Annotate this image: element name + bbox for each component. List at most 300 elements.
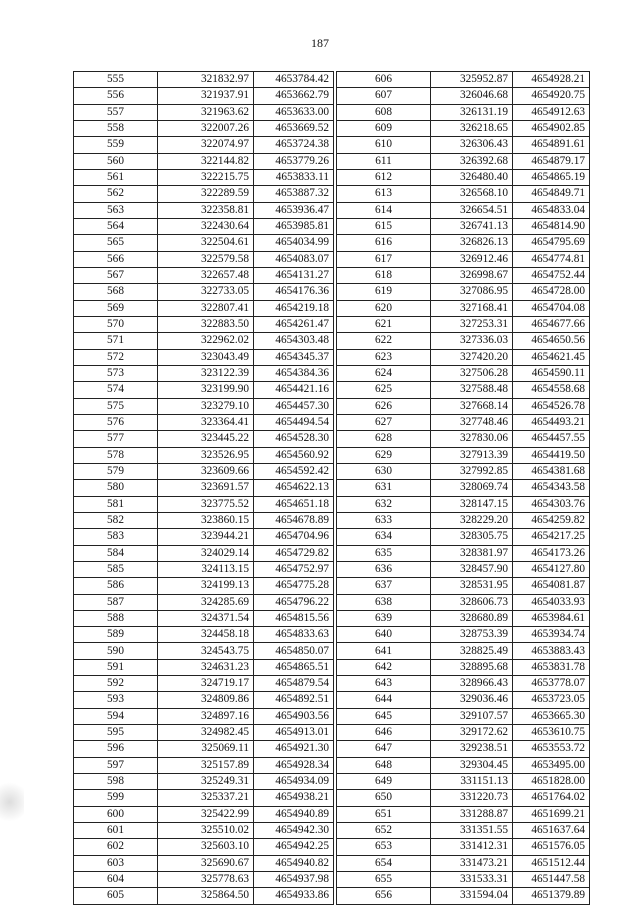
point-number-cell: 591	[74, 659, 158, 675]
x-coordinate-cell: 324719.17	[158, 676, 254, 692]
table-row	[337, 480, 590, 496]
y-coordinate-cell: 4654849.71	[513, 186, 590, 202]
x-coordinate-cell: 324029.14	[158, 545, 254, 561]
x-coordinate-cell: 328825.49	[431, 643, 513, 659]
y-coordinate-cell: 4654622.13	[254, 480, 334, 496]
x-coordinate-cell: 326654.51	[431, 202, 513, 218]
x-coordinate-cell: 324113.15	[158, 561, 254, 577]
y-coordinate-cell: 4654865.19	[513, 169, 590, 185]
point-number-cell: 575	[74, 398, 158, 414]
table-row	[74, 251, 334, 267]
point-number-cell: 594	[74, 708, 158, 724]
point-number-cell: 581	[74, 496, 158, 512]
point-number-cell: 596	[74, 741, 158, 757]
x-coordinate-cell: 325864.50	[158, 888, 254, 904]
table-row	[337, 790, 590, 806]
point-number-cell: 621	[337, 316, 431, 332]
y-coordinate-cell: 4654033.93	[513, 594, 590, 610]
x-coordinate-cell: 325157.89	[158, 757, 254, 773]
table-row	[337, 757, 590, 773]
x-coordinate-cell: 327420.20	[431, 349, 513, 365]
table-row	[74, 153, 334, 169]
point-number-cell: 566	[74, 251, 158, 267]
point-number-cell: 640	[337, 627, 431, 643]
x-coordinate-cell: 329238.51	[431, 741, 513, 757]
point-number-cell: 580	[74, 480, 158, 496]
y-coordinate-cell: 4654621.45	[513, 349, 590, 365]
x-coordinate-cell: 328606.73	[431, 594, 513, 610]
point-number-cell: 593	[74, 692, 158, 708]
table-row	[74, 806, 334, 822]
table-row	[337, 267, 590, 283]
point-number-cell: 570	[74, 316, 158, 332]
table-row	[337, 284, 590, 300]
y-coordinate-cell: 4654933.86	[254, 888, 334, 904]
point-number-cell: 582	[74, 512, 158, 528]
table-row	[74, 202, 334, 218]
y-coordinate-cell: 4651828.00	[513, 774, 590, 790]
x-coordinate-cell: 323043.49	[158, 349, 254, 365]
table-row	[337, 414, 590, 430]
table-row	[337, 88, 590, 104]
x-coordinate-cell: 328531.95	[431, 578, 513, 594]
point-number-cell: 587	[74, 594, 158, 610]
y-coordinate-cell: 4651637.64	[513, 823, 590, 839]
y-coordinate-cell: 4654651.18	[254, 496, 334, 512]
point-number-cell: 623	[337, 349, 431, 365]
table-row	[74, 169, 334, 185]
y-coordinate-cell: 4653984.61	[513, 610, 590, 626]
table-row	[74, 757, 334, 773]
y-coordinate-cell: 4654704.96	[254, 529, 334, 545]
point-number-cell: 565	[74, 235, 158, 251]
y-coordinate-cell: 4654865.51	[254, 659, 334, 675]
table-row	[337, 218, 590, 234]
point-number-cell: 634	[337, 529, 431, 545]
table-row	[74, 463, 334, 479]
y-coordinate-cell: 4654833.04	[513, 202, 590, 218]
y-coordinate-cell: 4654704.08	[513, 300, 590, 316]
point-number-cell: 654	[337, 855, 431, 871]
x-coordinate-cell: 323860.15	[158, 512, 254, 528]
table-row	[74, 512, 334, 528]
x-coordinate-cell: 325952.87	[431, 72, 513, 88]
table-row	[74, 659, 334, 675]
x-coordinate-cell: 326998.67	[431, 267, 513, 283]
x-coordinate-cell: 322289.59	[158, 186, 254, 202]
y-coordinate-cell: 4654219.18	[254, 300, 334, 316]
point-number-cell: 563	[74, 202, 158, 218]
table-row	[337, 855, 590, 871]
y-coordinate-cell: 4654796.22	[254, 594, 334, 610]
y-coordinate-cell: 4654795.69	[513, 235, 590, 251]
y-coordinate-cell: 4651699.21	[513, 806, 590, 822]
table-row	[74, 823, 334, 839]
table-row	[74, 120, 334, 136]
table-row	[74, 284, 334, 300]
table-row	[74, 349, 334, 365]
y-coordinate-cell: 4653723.05	[513, 692, 590, 708]
table-row	[337, 431, 590, 447]
point-number-cell: 599	[74, 790, 158, 806]
table-row	[74, 104, 334, 120]
x-coordinate-cell: 322430.64	[158, 218, 254, 234]
point-number-cell: 595	[74, 725, 158, 741]
table-row	[337, 643, 590, 659]
point-number-cell: 647	[337, 741, 431, 757]
x-coordinate-cell: 331351.55	[431, 823, 513, 839]
table-row	[337, 382, 590, 398]
point-number-cell: 622	[337, 333, 431, 349]
table-row	[74, 72, 334, 88]
table-row	[337, 594, 590, 610]
point-number-cell: 638	[337, 594, 431, 610]
y-coordinate-cell: 4653495.00	[513, 757, 590, 773]
y-coordinate-cell: 4654815.56	[254, 610, 334, 626]
table-row	[337, 512, 590, 528]
x-coordinate-cell: 325249.31	[158, 774, 254, 790]
x-coordinate-cell: 324458.18	[158, 627, 254, 643]
table-row	[74, 447, 334, 463]
y-coordinate-cell: 4654259.82	[513, 512, 590, 528]
point-number-cell: 588	[74, 610, 158, 626]
x-coordinate-cell: 326392.68	[431, 153, 513, 169]
x-coordinate-cell: 325337.21	[158, 790, 254, 806]
point-number-cell: 578	[74, 447, 158, 463]
table-row	[337, 872, 590, 888]
x-coordinate-cell: 322883.50	[158, 316, 254, 332]
table-row	[74, 561, 334, 577]
y-coordinate-cell: 4654850.07	[254, 643, 334, 659]
point-number-cell: 602	[74, 839, 158, 855]
x-coordinate-cell: 322504.61	[158, 235, 254, 251]
x-coordinate-cell: 322007.26	[158, 120, 254, 136]
x-coordinate-cell: 331288.87	[431, 806, 513, 822]
x-coordinate-cell: 327168.41	[431, 300, 513, 316]
point-number-cell: 573	[74, 365, 158, 381]
point-number-cell: 562	[74, 186, 158, 202]
y-coordinate-cell: 4651764.02	[513, 790, 590, 806]
x-coordinate-cell: 323279.10	[158, 398, 254, 414]
point-number-cell: 652	[337, 823, 431, 839]
table-row	[74, 267, 334, 283]
y-coordinate-cell: 4654934.09	[254, 774, 334, 790]
table-row	[337, 725, 590, 741]
y-coordinate-cell: 4653784.42	[254, 72, 334, 88]
y-coordinate-cell: 4654677.66	[513, 316, 590, 332]
table-row	[74, 218, 334, 234]
x-coordinate-cell: 325422.99	[158, 806, 254, 822]
point-number-cell: 568	[74, 284, 158, 300]
point-number-cell: 590	[74, 643, 158, 659]
y-coordinate-cell: 4654903.56	[254, 708, 334, 724]
table-row	[337, 561, 590, 577]
y-coordinate-cell: 4653778.07	[513, 676, 590, 692]
x-coordinate-cell: 328457.90	[431, 561, 513, 577]
scan-artifact	[0, 778, 24, 826]
y-coordinate-cell: 4654528.30	[254, 431, 334, 447]
table-row	[337, 692, 590, 708]
point-number-cell: 597	[74, 757, 158, 773]
y-coordinate-cell: 4653633.00	[254, 104, 334, 120]
y-coordinate-cell: 4654592.42	[254, 463, 334, 479]
y-coordinate-cell: 4654421.16	[254, 382, 334, 398]
y-coordinate-cell: 4653665.30	[513, 708, 590, 724]
y-coordinate-cell: 4654494.54	[254, 414, 334, 430]
x-coordinate-cell: 324897.16	[158, 708, 254, 724]
y-coordinate-cell: 4654384.36	[254, 365, 334, 381]
table-row	[337, 398, 590, 414]
y-coordinate-cell: 4654217.25	[513, 529, 590, 545]
y-coordinate-cell: 4654937.98	[254, 872, 334, 888]
y-coordinate-cell: 4654419.50	[513, 447, 590, 463]
point-number-cell: 626	[337, 398, 431, 414]
page-number: 187	[311, 36, 329, 50]
y-coordinate-cell: 4654590.11	[513, 365, 590, 381]
x-coordinate-cell: 324371.54	[158, 610, 254, 626]
x-coordinate-cell: 325603.10	[158, 839, 254, 855]
table-row	[337, 823, 590, 839]
point-number-cell: 574	[74, 382, 158, 398]
x-coordinate-cell: 323199.90	[158, 382, 254, 398]
x-coordinate-cell: 327992.85	[431, 463, 513, 479]
table-row	[74, 725, 334, 741]
y-coordinate-cell: 4654345.37	[254, 349, 334, 365]
y-coordinate-cell: 4654752.97	[254, 561, 334, 577]
x-coordinate-cell: 328680.89	[431, 610, 513, 626]
point-number-cell: 619	[337, 284, 431, 300]
point-number-cell: 604	[74, 872, 158, 888]
point-number-cell: 633	[337, 512, 431, 528]
x-coordinate-cell: 321963.62	[158, 104, 254, 120]
table-row	[74, 774, 334, 790]
table-row	[337, 627, 590, 643]
point-number-cell: 601	[74, 823, 158, 839]
table-row	[337, 578, 590, 594]
y-coordinate-cell: 4654558.68	[513, 382, 590, 398]
table-row	[74, 741, 334, 757]
y-coordinate-cell: 4653883.43	[513, 643, 590, 659]
point-number-cell: 618	[337, 267, 431, 283]
x-coordinate-cell: 326826.13	[431, 235, 513, 251]
table-row	[337, 545, 590, 561]
table-row	[337, 463, 590, 479]
point-number-cell: 655	[337, 872, 431, 888]
x-coordinate-cell: 331473.21	[431, 855, 513, 871]
table-row	[74, 382, 334, 398]
point-number-cell: 558	[74, 120, 158, 136]
y-coordinate-cell: 4654912.63	[513, 104, 590, 120]
y-coordinate-cell: 4654173.26	[513, 545, 590, 561]
point-number-cell: 617	[337, 251, 431, 267]
y-coordinate-cell: 4654928.34	[254, 757, 334, 773]
point-number-cell: 641	[337, 643, 431, 659]
point-number-cell: 603	[74, 855, 158, 871]
x-coordinate-cell: 325778.63	[158, 872, 254, 888]
y-coordinate-cell: 4653779.26	[254, 153, 334, 169]
table-row	[337, 496, 590, 512]
y-coordinate-cell: 4651379.89	[513, 888, 590, 904]
table-row	[74, 529, 334, 545]
point-number-cell: 624	[337, 365, 431, 381]
x-coordinate-cell: 328381.97	[431, 545, 513, 561]
x-coordinate-cell: 326568.10	[431, 186, 513, 202]
point-number-cell: 651	[337, 806, 431, 822]
table-row	[74, 186, 334, 202]
y-coordinate-cell: 4654303.76	[513, 496, 590, 512]
table-row	[74, 627, 334, 643]
x-coordinate-cell: 329036.46	[431, 692, 513, 708]
y-coordinate-cell: 4654752.44	[513, 267, 590, 283]
point-number-cell: 615	[337, 218, 431, 234]
point-number-cell: 584	[74, 545, 158, 561]
y-coordinate-cell: 4654938.21	[254, 790, 334, 806]
point-number-cell: 642	[337, 659, 431, 675]
y-coordinate-cell: 4654879.17	[513, 153, 590, 169]
x-coordinate-cell: 322807.41	[158, 300, 254, 316]
table-row	[74, 431, 334, 447]
y-coordinate-cell: 4653724.38	[254, 137, 334, 153]
point-number-cell: 620	[337, 300, 431, 316]
x-coordinate-cell: 329172.62	[431, 725, 513, 741]
y-coordinate-cell: 4654940.82	[254, 855, 334, 871]
point-number-cell: 632	[337, 496, 431, 512]
table-row	[74, 300, 334, 316]
table-row	[74, 398, 334, 414]
point-number-cell: 560	[74, 153, 158, 169]
point-number-cell: 611	[337, 153, 431, 169]
point-number-cell: 639	[337, 610, 431, 626]
x-coordinate-cell: 325690.67	[158, 855, 254, 871]
table-row	[74, 365, 334, 381]
x-coordinate-cell: 327086.95	[431, 284, 513, 300]
point-number-cell: 610	[337, 137, 431, 153]
x-coordinate-cell: 328229.20	[431, 512, 513, 528]
y-coordinate-cell: 4653887.32	[254, 186, 334, 202]
y-coordinate-cell: 4654131.27	[254, 267, 334, 283]
y-coordinate-cell: 4654942.30	[254, 823, 334, 839]
x-coordinate-cell: 326218.65	[431, 120, 513, 136]
table-row	[74, 545, 334, 561]
table-row	[337, 839, 590, 855]
x-coordinate-cell: 326912.46	[431, 251, 513, 267]
table-row	[337, 202, 590, 218]
y-coordinate-cell: 4654560.92	[254, 447, 334, 463]
table-row	[337, 235, 590, 251]
point-number-cell: 600	[74, 806, 158, 822]
table-row	[74, 692, 334, 708]
table-row	[337, 251, 590, 267]
table-row	[74, 88, 334, 104]
y-coordinate-cell: 4654127.80	[513, 561, 590, 577]
x-coordinate-cell: 327668.14	[431, 398, 513, 414]
x-coordinate-cell: 321937.91	[158, 88, 254, 104]
table-row	[337, 104, 590, 120]
point-number-cell: 629	[337, 447, 431, 463]
table-row	[337, 349, 590, 365]
table-row	[337, 316, 590, 332]
point-number-cell: 605	[74, 888, 158, 904]
y-coordinate-cell: 4653833.11	[254, 169, 334, 185]
y-coordinate-cell: 4654176.36	[254, 284, 334, 300]
point-number-cell: 612	[337, 169, 431, 185]
x-coordinate-cell: 323944.21	[158, 529, 254, 545]
x-coordinate-cell: 325069.11	[158, 741, 254, 757]
table-row	[337, 447, 590, 463]
table-row	[74, 643, 334, 659]
table-row	[337, 708, 590, 724]
point-number-cell: 636	[337, 561, 431, 577]
table-row	[337, 365, 590, 381]
x-coordinate-cell: 323364.41	[158, 414, 254, 430]
table-row	[74, 496, 334, 512]
y-coordinate-cell: 4654081.87	[513, 578, 590, 594]
y-coordinate-cell: 4654261.47	[254, 316, 334, 332]
table-row	[337, 72, 590, 88]
x-coordinate-cell: 326480.40	[431, 169, 513, 185]
point-number-cell: 598	[74, 774, 158, 790]
x-coordinate-cell: 327830.06	[431, 431, 513, 447]
point-number-cell: 637	[337, 578, 431, 594]
y-coordinate-cell: 4653936.47	[254, 202, 334, 218]
coordinate-table-left	[73, 71, 334, 905]
x-coordinate-cell: 331533.31	[431, 872, 513, 888]
point-number-cell: 644	[337, 692, 431, 708]
x-coordinate-cell: 327336.03	[431, 333, 513, 349]
x-coordinate-cell: 329304.45	[431, 757, 513, 773]
x-coordinate-cell: 323122.39	[158, 365, 254, 381]
point-number-cell: 589	[74, 627, 158, 643]
x-coordinate-cell: 324199.13	[158, 578, 254, 594]
y-coordinate-cell: 4654775.28	[254, 578, 334, 594]
table-row	[74, 676, 334, 692]
point-number-cell: 607	[337, 88, 431, 104]
point-number-cell: 635	[337, 545, 431, 561]
point-number-cell: 653	[337, 839, 431, 855]
x-coordinate-cell: 322215.75	[158, 169, 254, 185]
y-coordinate-cell: 4654814.90	[513, 218, 590, 234]
x-coordinate-cell: 328966.43	[431, 676, 513, 692]
y-coordinate-cell: 4654381.68	[513, 463, 590, 479]
x-coordinate-cell: 326306.43	[431, 137, 513, 153]
point-number-cell: 567	[74, 267, 158, 283]
point-number-cell: 630	[337, 463, 431, 479]
y-coordinate-cell: 4653669.52	[254, 120, 334, 136]
y-coordinate-cell: 4654942.25	[254, 839, 334, 855]
x-coordinate-cell: 323445.22	[158, 431, 254, 447]
y-coordinate-cell: 4654892.51	[254, 692, 334, 708]
y-coordinate-cell: 4654034.99	[254, 235, 334, 251]
table-row	[74, 480, 334, 496]
table-row	[337, 153, 590, 169]
point-number-cell: 643	[337, 676, 431, 692]
point-number-cell: 559	[74, 137, 158, 153]
table-row	[74, 790, 334, 806]
table-row	[74, 414, 334, 430]
table-row	[74, 708, 334, 724]
x-coordinate-cell: 328753.39	[431, 627, 513, 643]
table-row	[337, 529, 590, 545]
point-number-cell: 645	[337, 708, 431, 724]
x-coordinate-cell: 323775.52	[158, 496, 254, 512]
point-number-cell: 576	[74, 414, 158, 430]
point-number-cell: 650	[337, 790, 431, 806]
point-number-cell: 592	[74, 676, 158, 692]
x-coordinate-cell: 326131.19	[431, 104, 513, 120]
point-number-cell: 646	[337, 725, 431, 741]
point-number-cell: 579	[74, 463, 158, 479]
x-coordinate-cell: 322579.58	[158, 251, 254, 267]
